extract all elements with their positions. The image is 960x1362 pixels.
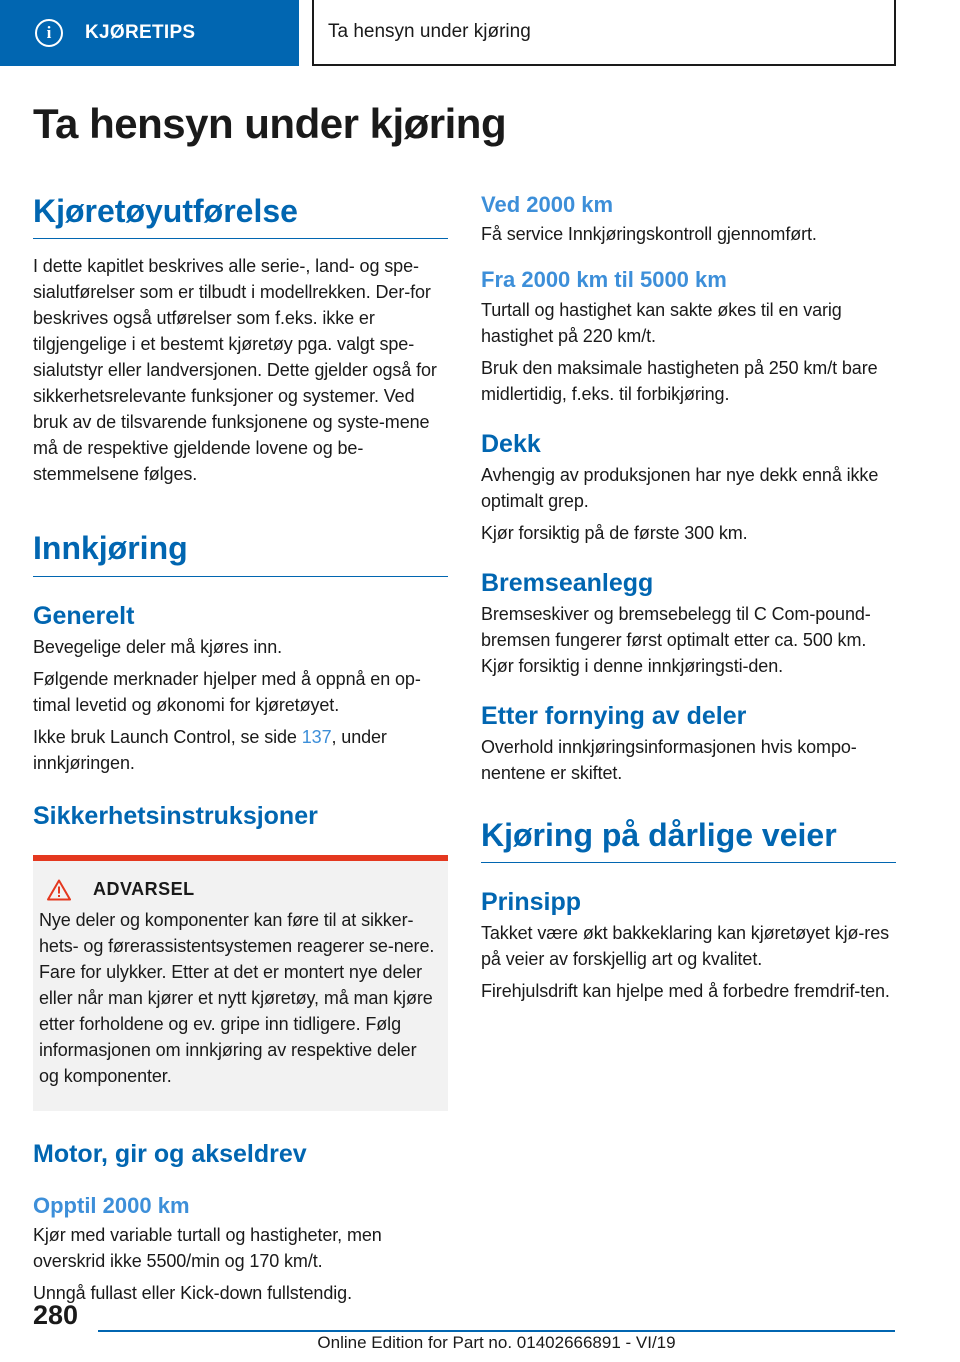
footer-divider xyxy=(98,1330,895,1332)
warning-title: ADVARSEL xyxy=(93,879,195,900)
paragraph: Følgende merknader hjelper med å oppnå en op-timal levetid og økonomi for kjøretøyet. xyxy=(33,668,421,715)
breadcrumb xyxy=(312,0,896,66)
subheading-general: Generelt xyxy=(33,601,135,630)
text: , under innkjøringen. xyxy=(33,726,387,773)
header-section-tab[interactable] xyxy=(0,0,299,66)
warning-box xyxy=(33,855,448,1111)
warning-text: Nye deler og komponenter kan føre til at sikker-hets- og førerassistentsystemen reagerer se-nere. Fare for ulykker. Etter at det er montert nye deler eller når man kjører et nytt kjøretøy, må man kjøre etter forholdene og ev. gripe inn tidligere. Følg informasjonen om innkjøring av respektive deler og komponenter. xyxy=(39,909,435,1086)
subheading-engine: Motor, gir og akseldrev xyxy=(33,1139,307,1168)
warning-triangle-icon xyxy=(47,879,71,901)
paragraph: Overhold innkjøringsinformasjonen hvis kompo-nentene er skiftet. xyxy=(481,736,857,783)
section-label: KJØRETIPS xyxy=(85,22,196,43)
edition-text: Online Edition for Part no. 01402666891 - VI/19 xyxy=(317,1333,676,1352)
subheading-safety: Sikkerhetsinstruksjoner xyxy=(33,801,318,830)
info-icon: i xyxy=(35,19,63,47)
page-title: Ta hensyn under kjøring xyxy=(33,100,507,147)
subheading-up-to-2000: Opptil 2000 km xyxy=(33,1192,190,1218)
paragraph: Bremseskiver og bremsebelegg til C Com-pound-bremsen fungerer først optimalt etter ca. 500 km. Kjør forsiktig i denne innkjøringsti-den. xyxy=(481,603,871,676)
right-column xyxy=(481,192,896,1004)
subheading-after-parts: Etter fornying av deler xyxy=(481,701,747,730)
paragraph xyxy=(33,724,448,776)
section-heading-bad-roads: Kjøring på dårlige veier xyxy=(481,816,896,863)
paragraph: Avhengig av produksjonen har nye dekk ennå ikke optimalt grep. xyxy=(481,464,879,511)
paragraph: Kjør forsiktig på de første 300 km. xyxy=(481,522,748,543)
section-heading-break-in: Innkjøring xyxy=(33,529,448,576)
paragraph: Firehjulsdrift kan hjelpe med å forbedre fremdrif-ten. xyxy=(481,981,890,1002)
section-heading-vehicle-version: Kjøretøyutførelse xyxy=(33,192,448,239)
subheading-brakes: Bremseanlegg xyxy=(481,568,654,597)
subheading-tires: Dekk xyxy=(481,429,541,458)
paragraph: Bruk den maksimale hastigheten på 250 km/t bare midlertidig, f.eks. til forbikjøring. xyxy=(481,357,878,404)
paragraph: I dette kapitlet beskrives alle serie-, land- og spe-sialutførelser som er tilbudt i modellrekken. Der-for beskrives også utførelser som f.eks. ikke er tilgjengelige i et bestemt kjøretøy pga. valgt spe-sialutstyr eller landversjonen. Dette gjelder også for sikkerhetsrelevante funksjoner og systemer. Ved bruk av de tilsvarende funksjonene og syste-mene må de respektive gjeldende lovene og be-stemmelsene følges. xyxy=(33,256,437,485)
page-link-137[interactable]: 137 xyxy=(301,726,332,747)
breadcrumb-text: Ta hensyn under kjøring xyxy=(328,21,531,42)
page-number: 280 xyxy=(33,1300,79,1330)
paragraph: Takket være økt bakkeklaring kan kjøretøyet kjø-res på veier av forskjellig art og kvalitet. xyxy=(481,923,890,970)
warning-header xyxy=(39,879,440,901)
paragraph: Unngå fullast eller Kick-down fullstendig. xyxy=(33,1283,352,1304)
left-column xyxy=(33,192,448,1306)
paragraph: Få service Innkjøringskontroll gjennomført. xyxy=(481,224,817,245)
subheading-principle: Prinsipp xyxy=(481,888,582,917)
text: Ikke bruk Launch Control, se side xyxy=(33,726,302,747)
subheading-2000-to-5000: Fra 2000 km til 5000 km xyxy=(481,267,727,293)
subheading-at-2000: Ved 2000 km xyxy=(481,192,614,217)
paragraph: Turtall og hastighet kan sakte økes til en varig hastighet på 220 km/t. xyxy=(481,299,842,346)
paragraph: Kjør med variable turtall og hastigheter, men overskrid ikke 5500/min og 170 km/t. xyxy=(33,1225,382,1272)
paragraph: Bevegelige deler må kjøres inn. xyxy=(33,636,283,657)
